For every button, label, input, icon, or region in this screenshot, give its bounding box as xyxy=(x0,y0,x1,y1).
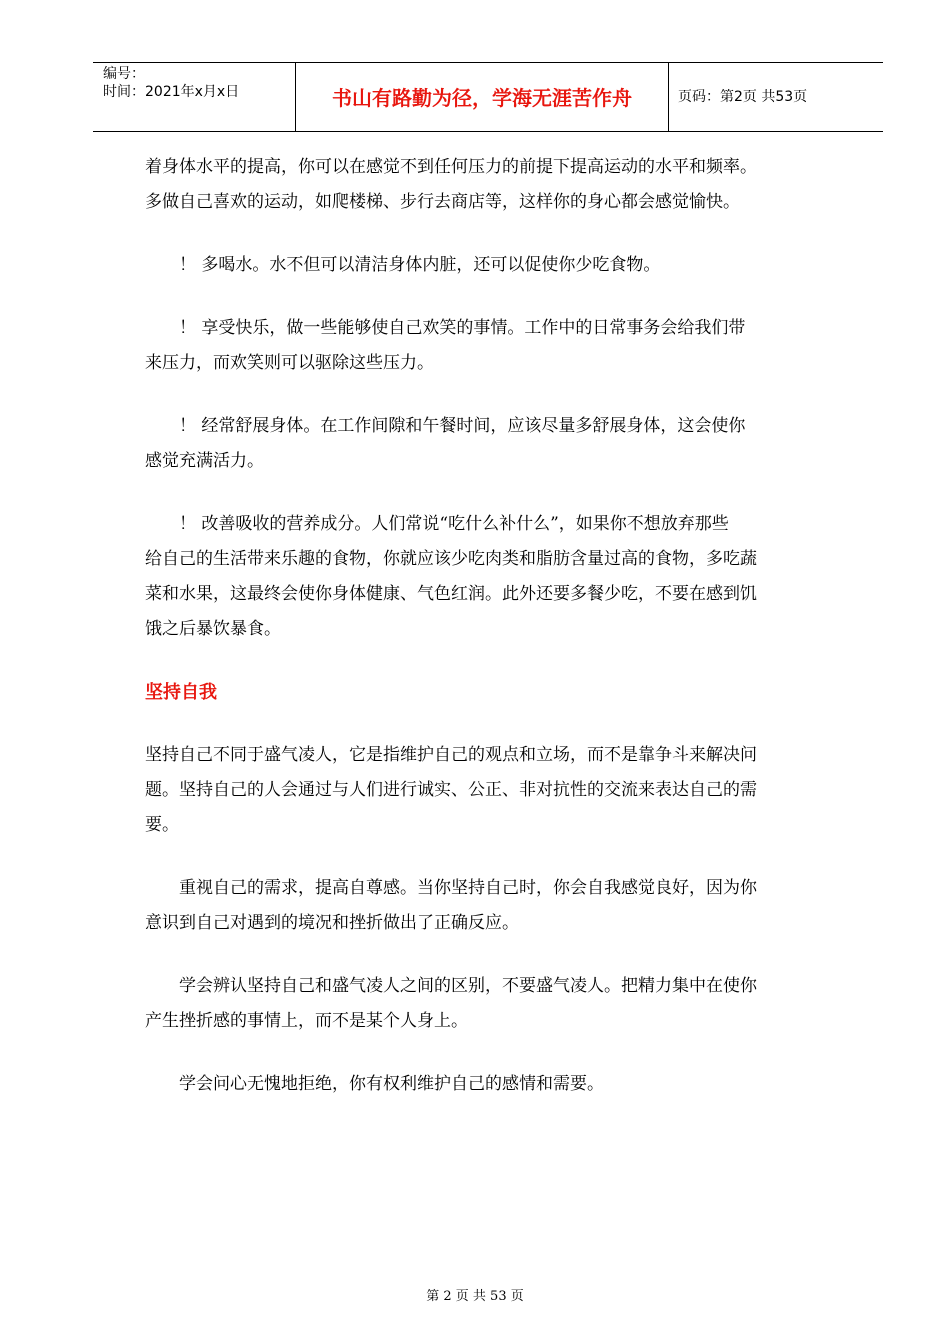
document-body xyxy=(145,150,845,1102)
paragraph-line: 重视自己的需求，提高自尊感。当你坚持自己时，你会自我感觉良好，因为你 xyxy=(179,878,757,898)
bullet-paragraph: ！ 多喝水。水不但可以清洁身体内脏，还可以促使你少吃食物。 xyxy=(179,255,661,275)
header-motto-cell xyxy=(295,63,669,131)
page-footer xyxy=(0,1285,950,1304)
time-label: 时间：2021年x月x日 xyxy=(103,84,240,100)
footer-page-number: 第 2 页 共 53 页 xyxy=(426,1289,524,1304)
bullet-paragraph: ！ 享受快乐，做一些能够使自己欢笑的事情。工作中的日常事务会给我们带 xyxy=(179,318,746,338)
section-heading: 坚持自我 xyxy=(145,682,217,703)
paragraph-line: 饿之后暴饮暴食。 xyxy=(145,619,281,639)
page-info: 页码：第2页 共53页 xyxy=(678,89,808,105)
paragraph-line: 给自己的生活带来乐趣的食物，你就应该少吃肉类和脂肪含量过高的食物，多吃蔬 xyxy=(145,549,757,569)
paragraph-line: 来压力，而欢笑则可以驱除这些压力。 xyxy=(145,353,434,373)
paragraph-line: 感觉充满活力。 xyxy=(145,451,264,471)
paragraph-line: 意识到自己对遇到的境况和挫折做出了正确反应。 xyxy=(145,913,519,933)
bullet-paragraph: ！ 经常舒展身体。在工作间隙和午餐时间，应该尽量多舒展身体，这会使你 xyxy=(179,416,746,436)
bullet-paragraph: ！ 改善吸收的营养成分。人们常说“吃什么补什么”，如果你不想放弃那些 xyxy=(179,514,729,534)
code-label: 编号： xyxy=(103,66,145,82)
paragraph-line: 产生挫折感的事情上，而不是某个人身上。 xyxy=(145,1011,468,1031)
paragraph-line: 多做自己喜欢的运动，如爬楼梯、步行去商店等，这样你的身心都会感觉愉快。 xyxy=(145,192,740,212)
paragraph-line: 学会辨认坚持自己和盛气凌人之间的区别，不要盛气凌人。把精力集中在使你 xyxy=(179,976,757,996)
motto: 书山有路勤为径，学海无涯苦作舟 xyxy=(332,86,632,110)
paragraph-line: 菜和水果，这最终会使你身体健康、气色红润。此外还要多餐少吃，不要在感到饥 xyxy=(145,584,757,604)
header-meta xyxy=(93,63,295,131)
paragraph-line: 着身体水平的提高，你可以在感觉不到任何压力的前提下提高运动的水平和频率。 xyxy=(145,157,757,177)
paragraph-line: 学会问心无愧地拒绝，你有权利维护自己的感情和需要。 xyxy=(179,1074,604,1094)
paragraph-line: 坚持自己不同于盛气凌人，它是指维护自己的观点和立场，而不是靠争斗来解决问 xyxy=(145,745,757,765)
header-page-cell xyxy=(668,63,883,131)
page-header xyxy=(93,62,883,132)
paragraph-line: 题。坚持自己的人会通过与人们进行诚实、公正、非对抗性的交流来表达自己的需 xyxy=(145,780,757,800)
paragraph-line: 要。 xyxy=(145,815,179,835)
